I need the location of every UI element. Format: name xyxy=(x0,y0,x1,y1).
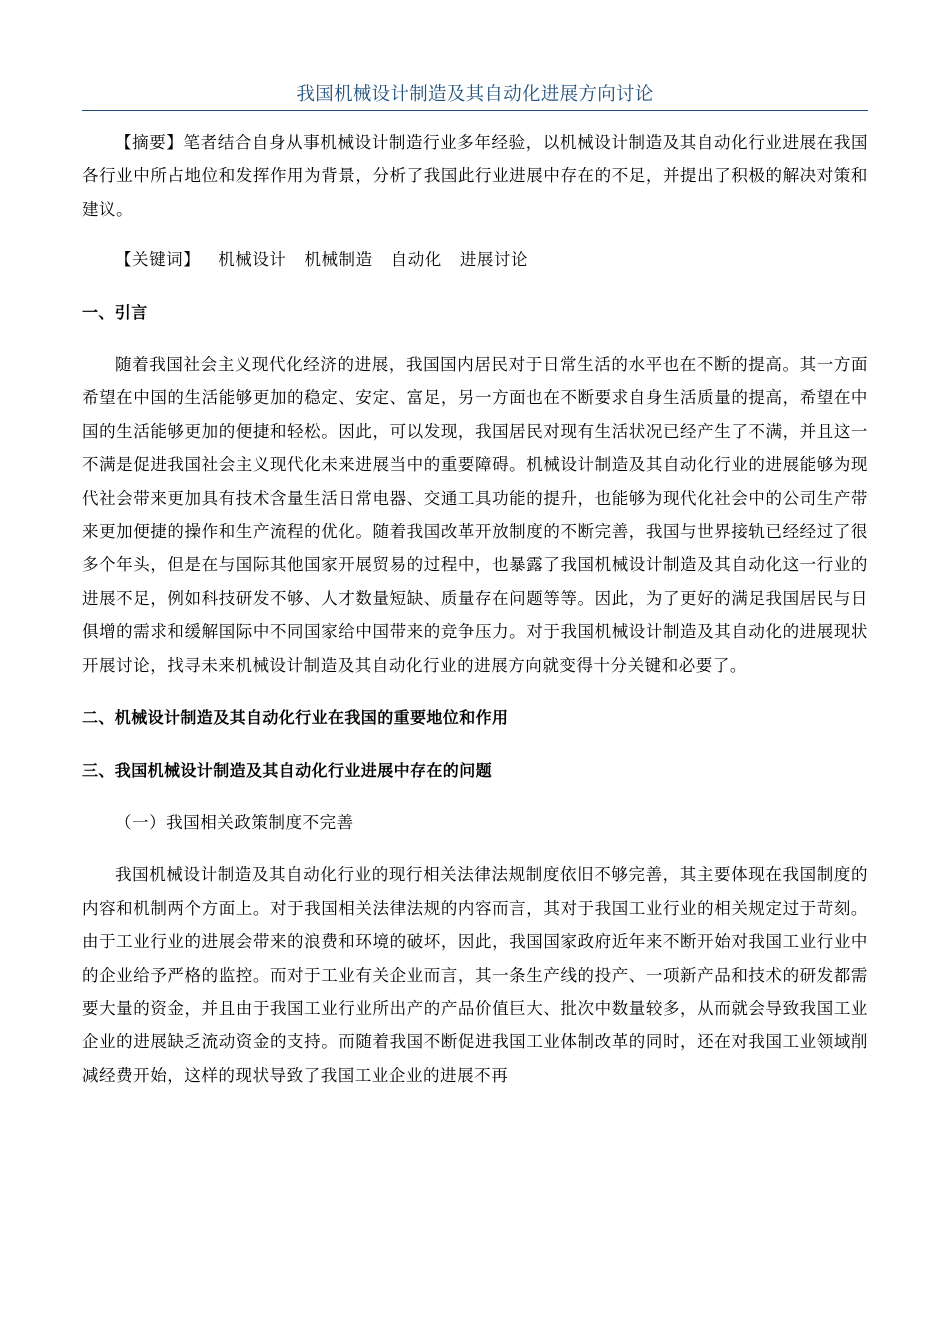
abstract-paragraph: 【摘要】笔者结合自身从事机械设计制造行业多年经验，以机械设计制造及其自动化行业进展在我国各行业中所占地位和发挥作用为背景，分析了我国此行业进展中存在的不足，并提出了积极的解决对策和建议。 xyxy=(82,133,868,219)
page-header xyxy=(82,82,868,111)
keywords-label: 【关键词】 xyxy=(115,250,201,270)
keywords-line xyxy=(82,243,868,276)
keyword-item: 机械设计 xyxy=(218,250,287,270)
keyword-item: 自动化 xyxy=(390,250,442,270)
document-body xyxy=(82,126,868,1092)
section-heading-importance: 二、机械设计制造及其自动化行业在我国的重要地位和作用 xyxy=(82,708,509,728)
section-heading-intro: 一、引言 xyxy=(82,302,148,322)
keyword-item: 进展讨论 xyxy=(459,250,529,270)
section-heading-problems: 三、我国机械设计制造及其自动化行业进展中存在的问题 xyxy=(82,760,493,780)
policy-paragraph: 我国机械设计制造及其自动化行业的现行相关法律法规制度依旧不够完善，其主要体现在我国制度的内容和机制两个方面上。对于我国相关法律法规的内容而言，其对于我国工业行业的相关规定过于苛刻。由于工业行业的进展会带来的浪费和环境的破坏，因此，我国国家政府近年来不断开始对我国工业行业中的企业给予严格的监控。而对于工业有关企业而言，其一条生产线的投产、一项新产品和技术的研发都需要大量的资金，并且由于我国工业行业所出产的产品价值巨大、批次中数量较多，从而就会导致我国工业企业的进展缺乏流动资金的支持。而随着我国不断促进我国工业体制改革的同时，还在对我国工业领域削减经费开始，这样的现状导致了我国工业企业的进展不再 xyxy=(82,865,868,1085)
keyword-item: 机械制造 xyxy=(304,250,373,270)
document-title: 我国机械设计制造及其自动化进展方向讨论 xyxy=(296,84,654,105)
subsection-heading-policy: （一）我国相关政策制度不完善 xyxy=(115,812,354,832)
intro-paragraph: 随着我国社会主义现代化经济的进展，我国国内居民对于日常生活的水平也在不断的提高。其一方面希望在中国的生活能够更加的稳定、安定、富足，另一方面也在不断要求自身生活质量的提高，希望在中国的生活能够更加的便捷和轻松。因此，可以发现，我国居民对现有生活状况已经产生了不满，并且这一不满是促进我国社会主义现代化未来进展当中的重要障碍。机械设计制造及其自动化行业的进展能够为现代社会带来更加具有技术含量生活日常电器、交通工具功能的提升，也能够为现代化社会中的公司生产带来更加便捷的操作和生产流程的优化。随着我国改革开放制度的不断完善，我国与世界接轨已经经过了很多个年头，但是在与国际其他国家开展贸易的过程中，也暴露了我国机械设计制造及其自动化这一行业的进展不足，例如科技研发不够、人才数量短缺、质量存在问题等等。因此，为了更好的满足我国居民与日俱增的需求和缓解国际中不同国家给中国带来的竞争压力。对于我国机械设计制造及其自动化的进展现状开展讨论，找寻未来机械设计制造及其自动化行业的进展方向就变得十分关键和必要了。 xyxy=(82,355,868,675)
